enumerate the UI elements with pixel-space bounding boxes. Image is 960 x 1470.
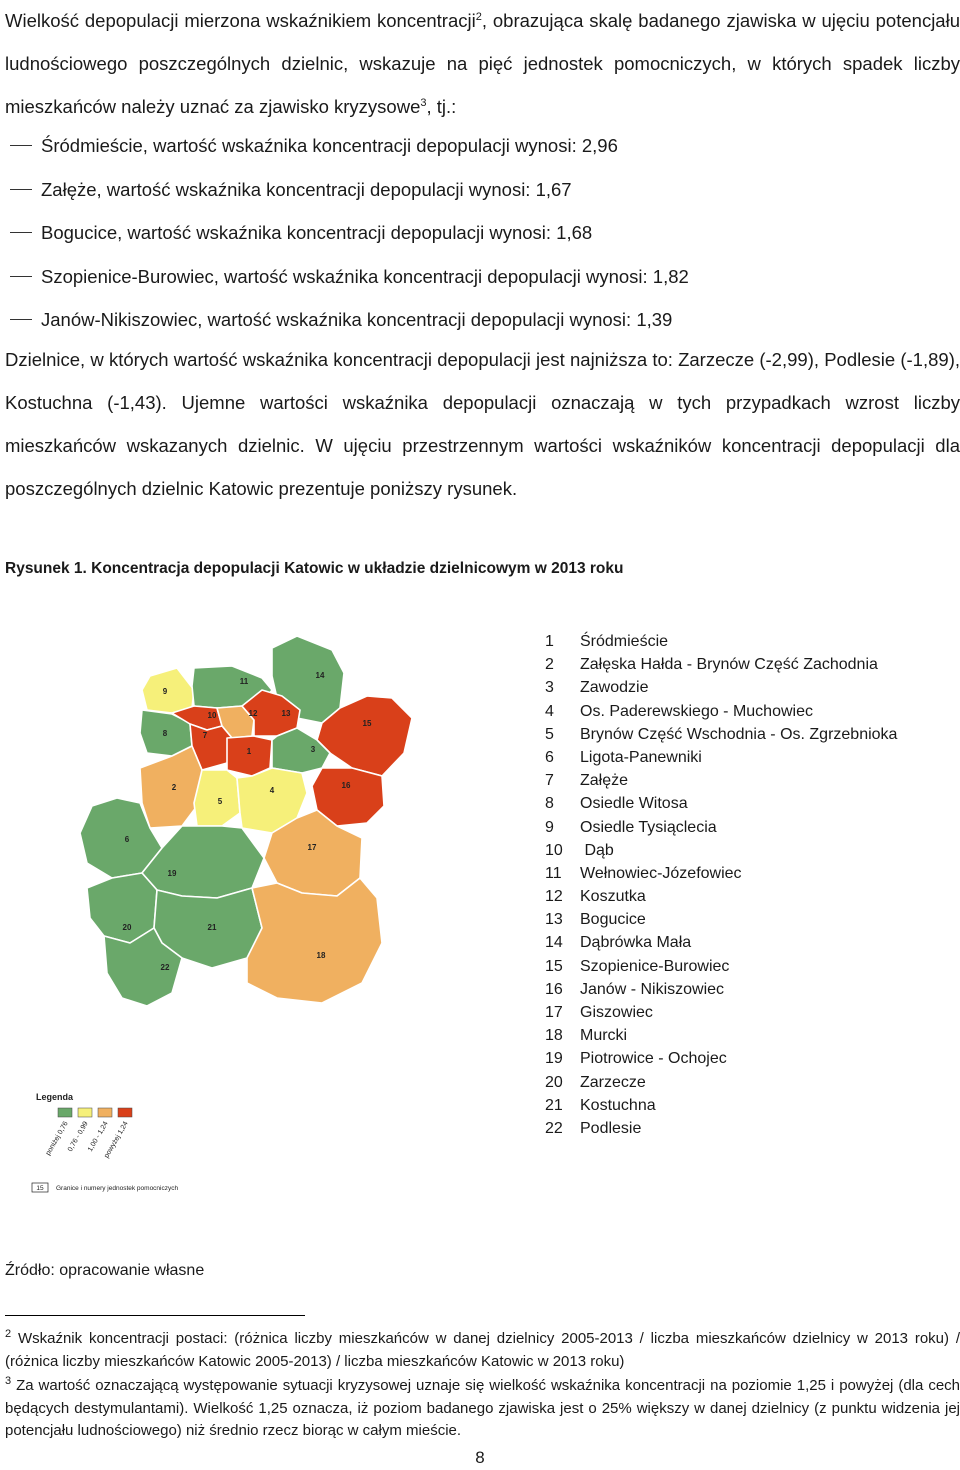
district-number: 20 <box>545 1073 563 1091</box>
legend-swatch-3 <box>98 1108 112 1117</box>
legend-swatch-2 <box>78 1108 92 1117</box>
figure-caption: Rysunek 1. Koncentracja depopulacji Katowic w układzie dzielnicowym w 2013 roku <box>5 560 624 577</box>
dash-bullet <box>10 276 32 277</box>
district-label: 7 <box>202 731 208 740</box>
district-label: 9 <box>162 687 168 696</box>
district-label: 1 <box>246 747 252 756</box>
district-number: 13 <box>545 911 563 929</box>
district-number: 10 <box>545 841 563 859</box>
district-names-list <box>545 630 897 1140</box>
list-item: Załęże, wartość wskaźnika koncentracji depopulacji wynosi: 1,67 <box>5 168 960 212</box>
district-label: 16 <box>341 781 351 790</box>
district-name: Wełnowiec-Józefowiec <box>580 864 742 882</box>
district-label: 22 <box>160 963 170 972</box>
footnote-3-number: 3 <box>5 1375 12 1387</box>
list-item <box>545 1117 897 1140</box>
district-number: 2 <box>545 656 554 674</box>
district-9[interactable] <box>142 668 194 713</box>
list-item <box>545 723 897 746</box>
district-label: 14 <box>315 671 325 680</box>
district-number: 14 <box>545 934 563 952</box>
district-label: 18 <box>316 951 326 960</box>
district-label: 11 <box>239 677 249 686</box>
list-item <box>545 908 897 931</box>
district-label: 15 <box>362 719 372 728</box>
footnote-2-number: 2 <box>5 1328 12 1340</box>
district-name: Zawodzie <box>580 679 649 697</box>
district-label: 21 <box>207 923 217 932</box>
list-item <box>545 769 897 792</box>
list-item <box>545 816 897 839</box>
district-number: 7 <box>545 772 554 790</box>
district-number: 22 <box>545 1119 563 1137</box>
district-name: Giszowiec <box>580 1004 653 1021</box>
list-item: Bogucice, wartość wskaźnika koncentracji depopulacji wynosi: 1,68 <box>5 211 960 255</box>
list-item <box>545 955 897 978</box>
district-18[interactable] <box>247 878 382 1003</box>
district-name: Osiedle Tysiąclecia <box>580 818 717 836</box>
district-label: 19 <box>167 869 177 878</box>
legend-class-1: poniżej 0,76 <box>44 1120 70 1157</box>
footnote-2-text: Wskaźnik koncentracji postaci: (różnica liczby mieszkańców w danej dzielnicy 2005-2013 / liczba mieszkańców dzielnicy w 2013 roku) / (różnica liczby mieszkańców Katowic 2005-2013) / liczba mieszkańców Katowic w 2013 roku) <box>5 1330 960 1370</box>
district-name: Bogucice <box>580 911 646 929</box>
district-name: Ligota-Panewniki <box>580 748 702 766</box>
footnote-2 <box>5 1328 960 1373</box>
crisis-districts-list <box>5 124 960 342</box>
footnote-3 <box>5 1375 960 1443</box>
intro-text-2: , obrazująca skalę badanego zjawiska w ujęciu potencjału ludnościowego poszczególnych dzielnic, wskazuje na pięć jednostek pomocniczych, w których spadek liczby mieszkańców należy uznać za zjawisko kryzysowe <box>5 10 960 117</box>
district-name: Brynów Część Wschodnia - Os. Zgrzebnioka <box>580 725 898 743</box>
district-number: 21 <box>545 1096 563 1114</box>
district-19[interactable] <box>142 826 264 898</box>
dash-bullet <box>10 145 32 146</box>
district-number: 3 <box>545 679 554 697</box>
district-label: 4 <box>269 786 275 795</box>
district-number: 12 <box>545 888 563 906</box>
legend-title: Legenda <box>36 1092 74 1102</box>
list-item <box>545 839 897 862</box>
district-number: 1 <box>545 633 554 650</box>
summary-paragraph: Dzielnice, w których wartość wskaźnika koncentracji depopulacji jest najniższa to: Zarzecze (-2,99), Podlesie (-1,89), Kostuchna (-1,43). Ujemne wartości wskaźnika depopulacji oznaczają w tych przypadkach wzrost liczby mieszkańców wskazanych dzielnic. W ujęciu przestrzennym wartości wskaźników koncentracji depopulacji dla poszczególnych dzielnic Katowic prezentuje poniższy rysunek. <box>5 349 960 499</box>
district-number: 16 <box>545 980 563 998</box>
district-name: Dąbrówka Mała <box>580 934 692 952</box>
legend-swatch-1 <box>58 1108 72 1117</box>
district-label: 2 <box>171 783 177 792</box>
district-number: 15 <box>545 957 563 975</box>
district-name: Murcki <box>580 1027 628 1045</box>
district-name: Janów - Nikiszowiec <box>580 980 725 998</box>
district-label: 10 <box>207 711 217 720</box>
district-number: 6 <box>545 748 554 766</box>
district-name: Os. Paderewskiego - Muchowiec <box>580 702 813 720</box>
district-number: 18 <box>545 1027 563 1045</box>
district-name: Kostuchna <box>580 1096 656 1114</box>
legend-class-3: 1,00 - 1,24 <box>86 1120 110 1153</box>
district-name: Podlesie <box>580 1119 642 1137</box>
district-label: 5 <box>217 797 223 806</box>
intro-text-3: , tj.: <box>426 96 457 117</box>
district-label: 12 <box>248 709 258 718</box>
district-name: Piotrowice - Ochojec <box>580 1050 727 1068</box>
figure-source: Źródło: opracowanie własne <box>5 1262 205 1279</box>
footnote-3-text: Za wartość oznaczającą występowanie sytuacji kryzysowej uznaje się wielkość wskaźnika koncentracji na poziomie 1,25 i powyżej (dla cech będących destymulantami). Wielkość 1,25 oznacza, iż poziom badanego zjawiska jest o 25% większy w danej dzielnicy (z punktu widzenia jej potencjału ludnościowego) niż średnio rzecz biorąc w całym mieście. <box>5 1377 960 1439</box>
list-item <box>545 676 897 699</box>
list-item <box>545 630 897 653</box>
list-item: Janów-Nikiszowiec, wartość wskaźnika koncentracji depopulacji wynosi: 1,39 <box>5 298 960 342</box>
district-number: 8 <box>545 795 554 813</box>
district-label: 13 <box>281 709 291 718</box>
list-item <box>545 653 897 676</box>
district-name: Szopienice-Burowiec <box>580 957 730 975</box>
legend-class-2: 0,76 - 0,99 <box>66 1120 90 1153</box>
district-name: Osiedle Witosa <box>580 795 688 813</box>
list-item <box>545 746 897 769</box>
legend-boundary-number: 15 <box>36 1185 44 1192</box>
dash-bullet <box>10 189 32 190</box>
district-name: Zarzecze <box>580 1073 646 1091</box>
intro-paragraph <box>5 0 960 128</box>
district-name: Załęże <box>580 772 629 790</box>
district-name: Śródmieście <box>580 633 669 650</box>
intro-text-1: Wielkość depopulacji mierzona wskaźnikiem koncentracji <box>5 10 476 31</box>
list-item <box>545 1071 897 1094</box>
district-number: 19 <box>545 1050 563 1068</box>
list-item <box>545 978 897 1001</box>
footnote-ref-3[interactable]: 3 <box>420 96 427 109</box>
district-name: Załęska Hałda - Brynów Część Zachodnia <box>580 656 878 674</box>
list-item <box>545 700 897 723</box>
district-number: 4 <box>545 702 554 720</box>
list-item <box>545 931 897 954</box>
list-item <box>545 1001 897 1024</box>
list-item <box>545 1094 897 1117</box>
legend-class-4: powyżej 1,24 <box>103 1120 130 1160</box>
district-number: 9 <box>545 818 554 836</box>
district-label: 8 <box>162 729 168 738</box>
footnote-ref-2[interactable]: 2 <box>475 10 482 23</box>
map-legend <box>32 1092 178 1192</box>
dash-bullet <box>10 232 32 233</box>
list-item <box>545 862 897 885</box>
list-item <box>545 885 897 908</box>
district-label: 17 <box>307 843 317 852</box>
district-name: Dąb <box>580 841 614 859</box>
district-name: Koszutka <box>580 888 646 906</box>
list-item: Śródmieście, wartość wskaźnika koncentracji depopulacji wynosi: 2,96 <box>5 124 960 168</box>
district-map <box>22 628 502 1203</box>
legend-swatch-4 <box>118 1108 132 1117</box>
district-label: 20 <box>122 923 132 932</box>
dash-bullet <box>10 319 32 320</box>
list-item: Szopienice-Burowiec, wartość wskaźnika koncentracji depopulacji wynosi: 1,82 <box>5 255 960 299</box>
page-number: 8 <box>475 1448 485 1467</box>
legend-boundary-label: Granice i numery jednostek pomocniczych <box>56 1185 179 1192</box>
district-number: 5 <box>545 725 554 743</box>
district-label: 6 <box>124 835 130 844</box>
district-label: 3 <box>310 745 316 754</box>
list-item <box>545 1024 897 1047</box>
footnote-separator <box>5 1315 305 1316</box>
list-item <box>545 1047 897 1070</box>
district-number: 17 <box>545 1004 563 1021</box>
district-number: 11 <box>545 864 562 882</box>
list-item <box>545 792 897 815</box>
